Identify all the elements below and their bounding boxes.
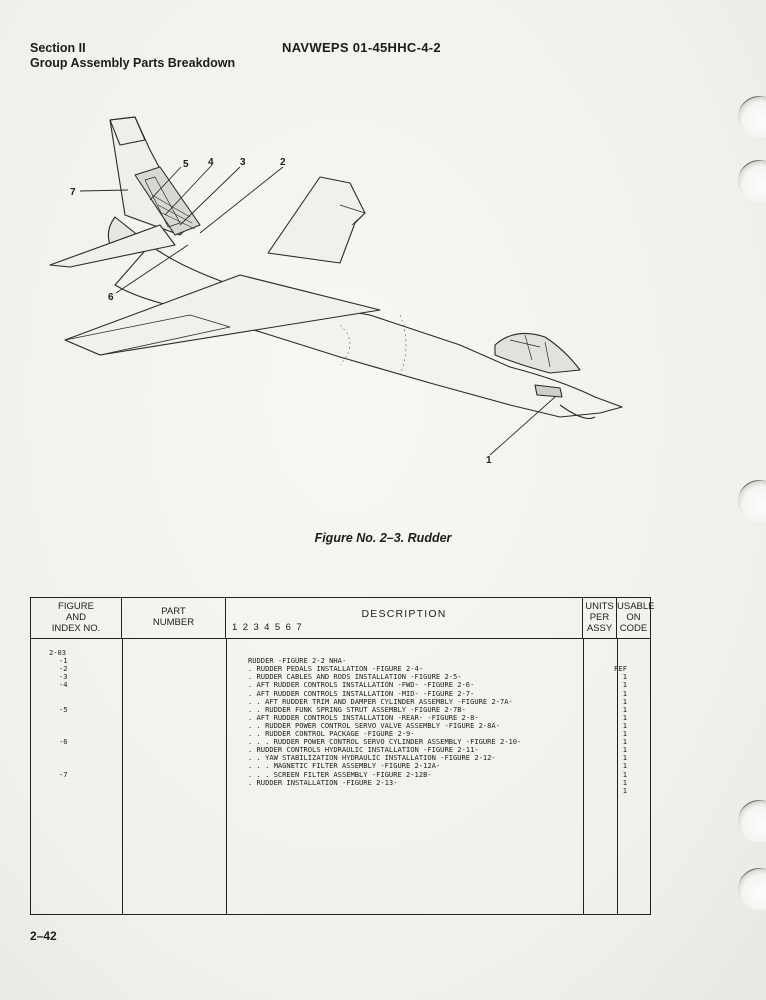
section-subtitle: Group Assembly Parts Breakdown: [30, 56, 236, 70]
table-row: -2 . RUDDER CABLES AND RODS INSTALLATION -FIGURE 2-5- 1: [59, 664, 627, 690]
callout-7: 7: [70, 187, 76, 198]
table-row: -4 . AFT RUDDER CONTROLS INSTALLATION -MID- -FIGURE 2-7- 1: [59, 680, 627, 706]
callout-4: 4: [208, 157, 214, 168]
callout-5: 5: [183, 159, 189, 170]
table-row: -1 . RUDDER PEDALS INSTALLATION -FIGURE 2-4- 1: [59, 656, 627, 682]
table-row: . . RUDDER POWER CONTROL SERVO VALVE ASSEMBLY -FIGURE 2-8A- 1: [248, 720, 627, 739]
callout-6: 6: [108, 292, 114, 303]
table-row: . . RUDDER FUNK SPRING STRUT ASSEMBLY -FIGURE 2-7B- 1: [248, 704, 627, 722]
header-usable-on-code: USABLE ON CODE: [617, 601, 655, 634]
table-row: -6 . RUDDER CONTROLS HYDRAULIC INSTALLATION -FIGURE 2-11- 1: [59, 737, 627, 763]
header-units-per-assy: UNITS PER ASSY: [583, 598, 617, 638]
callout-3: 3: [240, 157, 246, 168]
section-label: Section II: [30, 41, 86, 55]
header-part-number: PART NUMBER: [122, 598, 226, 638]
page-number: 2–42: [30, 929, 57, 943]
table-row: 2-03 RUDDER -FIGURE 2-2 NHA- REF: [49, 648, 627, 674]
table-row: . . YAW STABILIZATION HYDRAULIC INSTALLATION -FIGURE 2-12- 1: [248, 753, 627, 771]
callout-1: 1: [486, 455, 492, 466]
table-row: . . . SCREEN FILTER ASSEMBLY -FIGURE 2-12B- 1: [248, 769, 627, 787]
table-row: . . . RUDDER POWER CONTROL SERVO CYLINDER ASSEMBLY -FIGURE 2-10- 1: [248, 737, 627, 755]
parts-table: [30, 597, 655, 915]
publication-number: NAVWEPS 01-45HHC-4-2: [282, 40, 441, 55]
table-row: . . AFT RUDDER TRIM AND DAMPER CYLINDER ASSEMBLY -FIGURE 2-7A- 1: [248, 696, 627, 714]
callout-2: 2: [280, 157, 286, 168]
header-figure-index: FIGURE AND INDEX NO.: [31, 598, 122, 638]
indent-level-scale: 1 2 3 4 5 6 7: [232, 622, 304, 633]
table-row: . . . MAGNETIC FILTER ASSEMBLY -FIGURE 2-12A- 1: [248, 761, 627, 779]
table-row: -3 . AFT RUDDER CONTROLS INSTALLATION -FWD- -FIGURE 2-6- 1: [59, 672, 627, 698]
header-description: DESCRIPTION 1 2 3 4 5 6 7: [226, 598, 583, 638]
table-row: -7 . RUDDER INSTALLATION -FIGURE 2-13- 1: [59, 769, 627, 795]
table-row: -5 . AFT RUDDER CONTROLS INSTALLATION -REAR- -FIGURE 2-8- 1: [59, 704, 627, 730]
header-divider: [31, 638, 650, 639]
figure-caption: Figure No. 2–3. Rudder: [314, 531, 452, 545]
table-row: . . RUDDER CONTROL PACKAGE -FIGURE 2-9- 1: [248, 729, 627, 747]
aircraft-rudder-illustration: [40, 105, 640, 475]
